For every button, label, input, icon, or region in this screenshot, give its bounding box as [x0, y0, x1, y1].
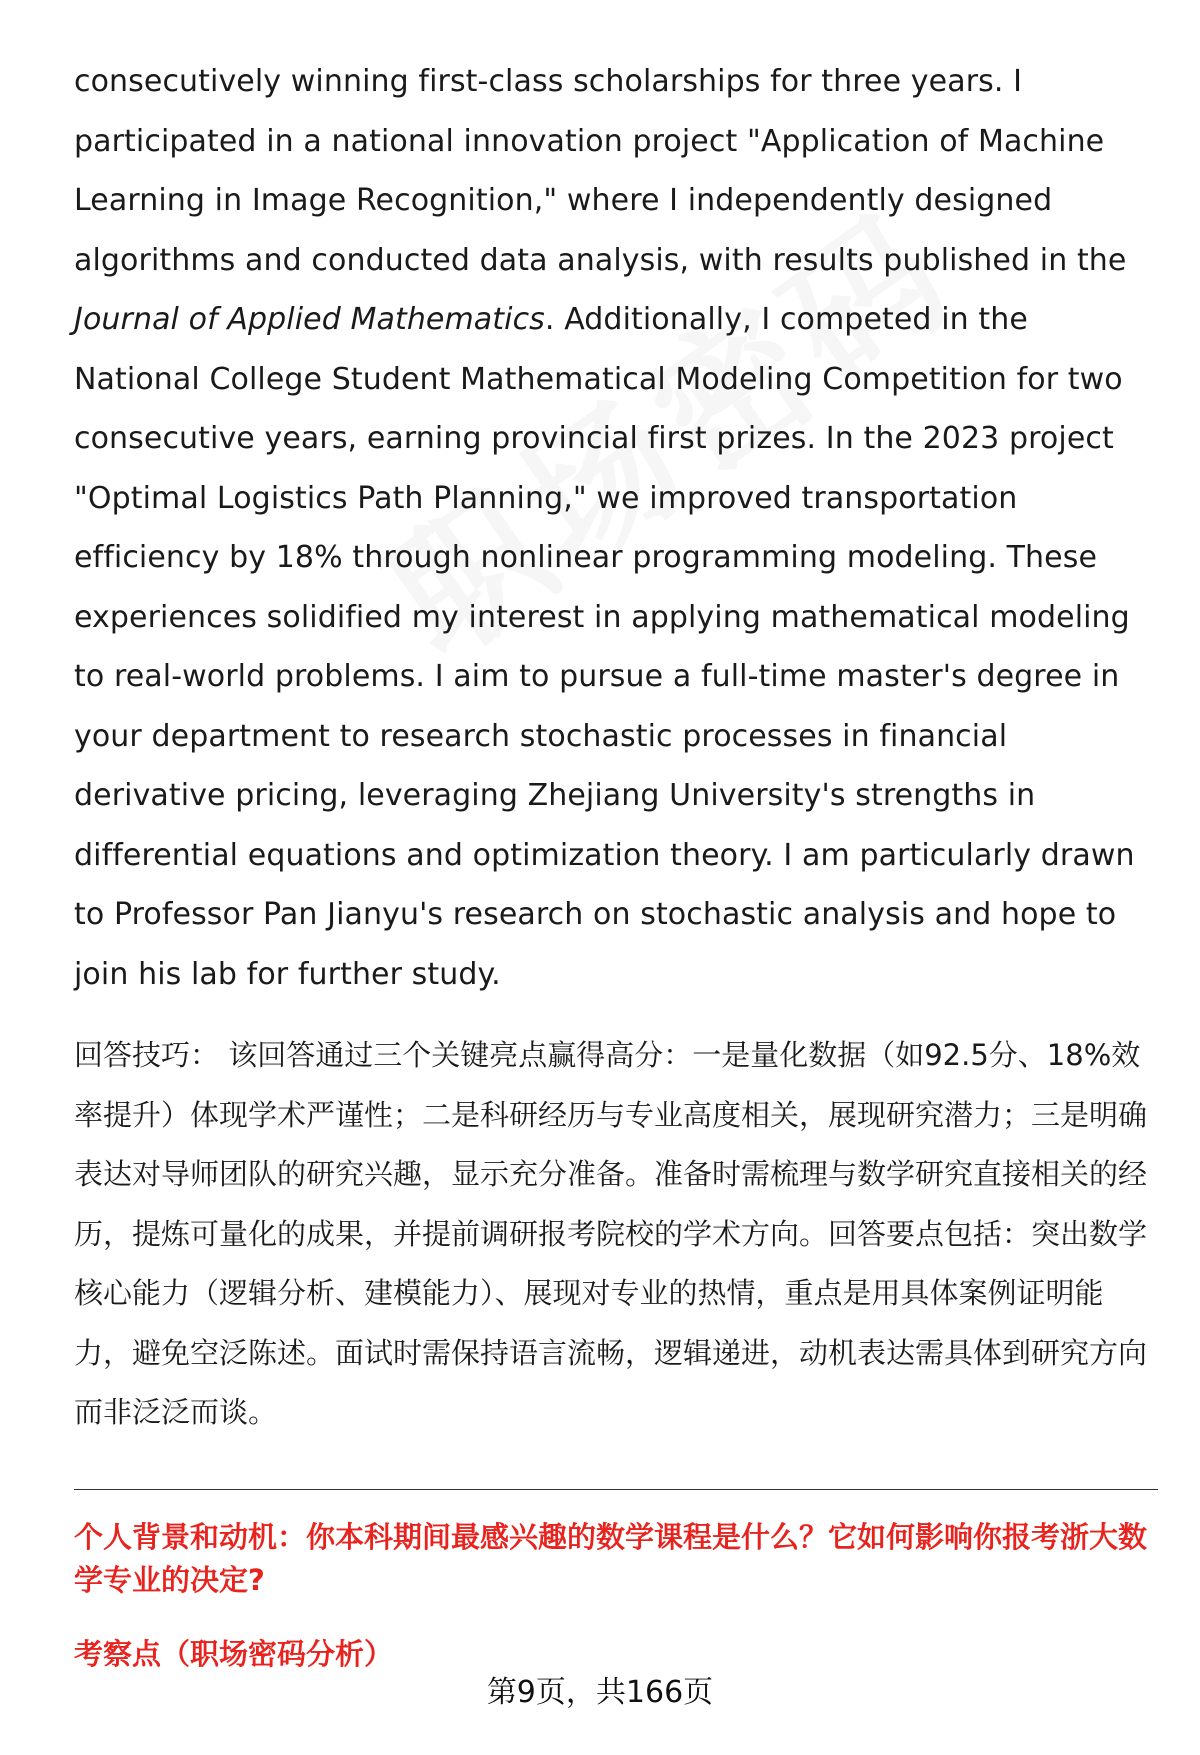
- answer-text-part-1: consecutively winning first-class scholarships for three years. I participated in a national innovation project "Application of Machine Learning in Image Recognition," where I independently designed algorithms and conducted data analysis, with results published in the: [74, 64, 1127, 278]
- section-divider: [74, 1489, 1158, 1490]
- english-answer-paragraph: [74, 52, 1158, 1004]
- page-indicator: 第9页，共166页: [486, 1675, 714, 1710]
- answer-tips-paragraph: 回答技巧： 该回答通过三个关键亮点赢得高分：一是量化数据（如92.5分、18%效率提升）体现学术严谨性；二是科研经历与专业高度相关，展现研究潜力；三是明确表达对导师团队的研究兴趣，显示充分准备。准备时需梳理与数学研究直接相关的经历，提炼可量化的成果，并提前调研报考院校的学术方向。回答要点包括：突出数学核心能力（逻辑分析、建模能力）、展现对专业的热情，重点是用具体案例证明能力，避免空泛陈述。面试时需保持语言流畅，逻辑递进，动机表达需具体到研究方向而非泛泛而谈。: [74, 1038, 1148, 1429]
- assessment-points-label: 考察点（职场密码分析）: [74, 1636, 394, 1671]
- document-page: [74, 52, 1158, 1674]
- answer-text-part-2: . Additionally, I competed in the National College Student Mathematical Modeling Competition for two consecutive years, earning provincial first prizes. In the 2023 project "Optimal Logistics Path Planning," we improved transportation efficiency by 18% through nonlinear programming modeling. These experiences solidified my interest in applying mathematical modeling to real-world problems. I aim to pursue a full-time master's degree in your department to research stochastic processes in financial derivative pricing, leveraging Zhejiang University's strengths in differential equations and optimization theory. I am particularly drawn to Professor Pan Jianyu's research on stochastic analysis and hope to join his lab for further study.: [74, 302, 1135, 992]
- journal-title: Journal of Applied Mathematics: [74, 302, 545, 337]
- question-heading: 个人背景和动机：你本科期间最感兴趣的数学课程是什么？它如何影响你报考浙大数学专业的决定?: [74, 1519, 1148, 1597]
